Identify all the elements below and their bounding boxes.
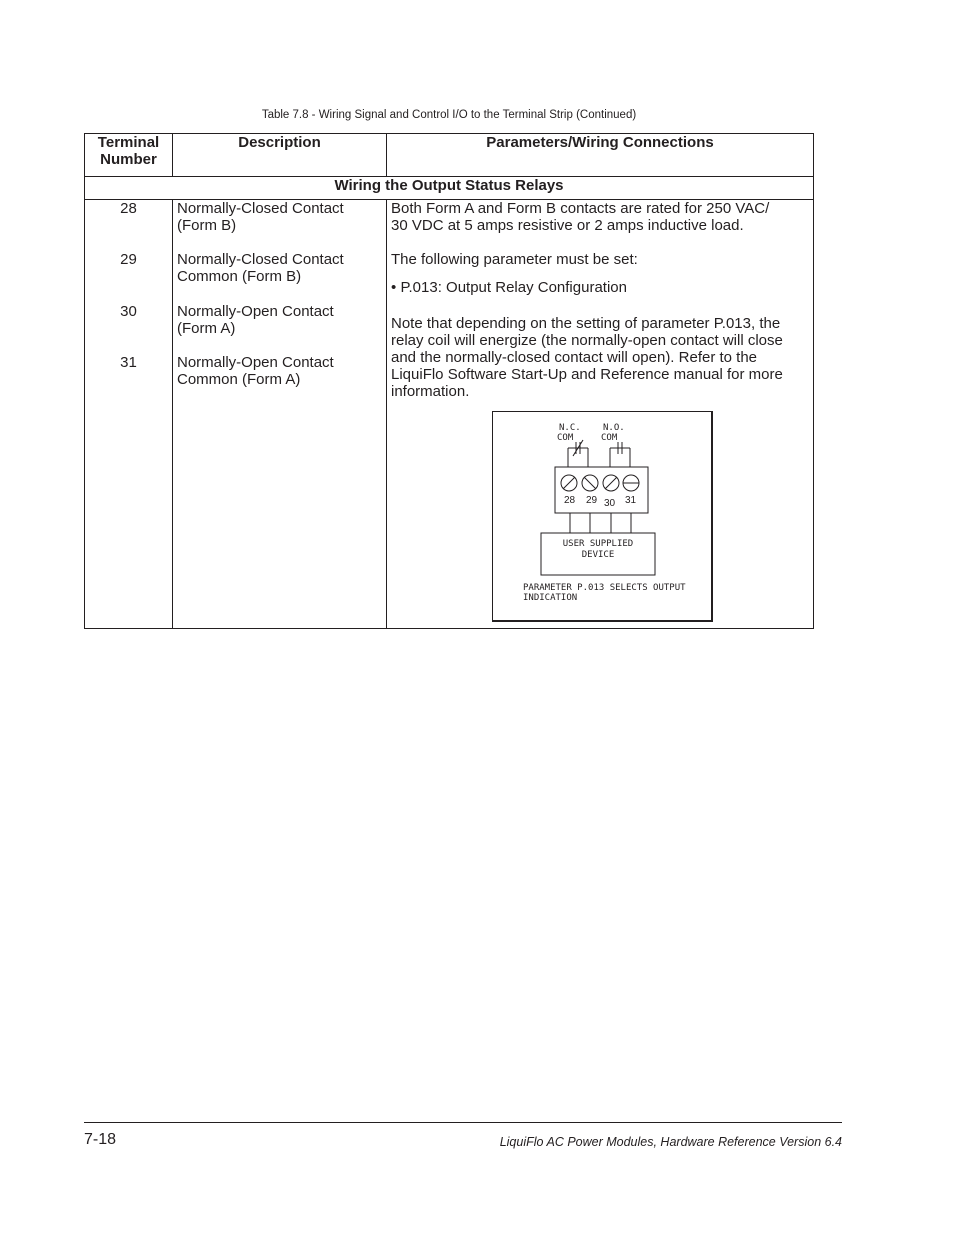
description-item [177,354,382,388]
header-terminal-line2: Number [100,151,157,168]
bullet-list-item [391,279,627,296]
device-label-line1: USER SUPPLIED [562,539,634,549]
terminal-label-29: 29 [586,495,598,506]
description-line: Common (Form A) [177,371,301,388]
terminal-screw-icon [561,475,639,491]
description-item [177,251,382,285]
wiring-lines [570,513,631,533]
terminal-number: 28 [120,200,137,217]
bullet-icon: • [391,279,397,296]
rating-paragraph [391,200,809,234]
running-footer-title: LiquiFlo AC Power Modules, Hardware Reference Version 6.4 [499,1135,842,1149]
nc-contact-icon [568,440,588,467]
header-description: Description [173,134,387,177]
header-parameters: Parameters/Wiring Connections [387,134,814,177]
description-item [177,303,382,337]
note-paragraph [391,315,809,400]
bullet-text: P.013: Output Relay Configuration [400,279,627,296]
note-line: information. [391,383,470,400]
parameters-cell [387,200,814,629]
footer-divider [84,1122,842,1123]
terminal-label-30: 30 [604,498,616,509]
no-contact-icon [610,442,630,467]
description-line: (Form B) [177,217,237,234]
terminal-label-28: 28 [564,495,576,506]
terminal-label-31: 31 [625,495,637,506]
diagram-note-line2: INDICATION [523,593,578,603]
description-line: Normally-Closed Contact [177,251,344,268]
note-line: and the normally-closed contact will open). Refer to the [391,349,758,366]
description-line: Normally-Open Contact [177,354,334,371]
must-set-text: The following parameter must be set: [391,251,638,268]
nc-label: N.C. [559,423,581,433]
table-header-row [85,134,814,177]
nc-com-label: COM [557,433,574,443]
note-line: LiquiFlo Software Start-Up and Reference manual for more [391,366,783,383]
table-caption: Table 7.8 - Wiring Signal and Control I/O to the Terminal Strip (Continued) [261,109,637,121]
rating-line: 30 VDC at 5 amps resistive or 2 amps inductive load. [391,217,744,234]
description-line: Normally-Open Contact [177,303,334,320]
no-label: N.O. [603,423,625,433]
descriptions-cell [173,200,387,629]
wiring-table [84,133,814,629]
relay-wiring-diagram [492,411,713,622]
section-title: Wiring the Output Status Relays [85,177,814,200]
description-line: (Form A) [177,320,236,337]
description-item [177,200,382,234]
device-label-line2: DEVICE [581,550,615,560]
note-line: Note that depending on the setting of parameter P.013, the [391,315,781,332]
terminal-number: 29 [120,251,137,268]
description-line: Normally-Closed Contact [177,200,344,217]
header-terminal-line1: Terminal [97,134,160,151]
terminal-number: 31 [120,354,137,371]
rating-line: Both Form A and Form B contacts are rated for 250 VAC/ [391,200,770,217]
relay-diagram-svg [493,412,711,620]
diagram-note-line1: PARAMETER P.013 SELECTS OUTPUT [523,583,686,593]
header-terminal-number [85,134,173,177]
section-row [85,177,814,200]
note-line: relay coil will energize (the normally-open contact will close [391,332,783,349]
terminal-number: 30 [120,303,137,320]
terminal-numbers-cell [85,200,173,629]
no-com-label: COM [601,433,618,443]
description-line: Common (Form B) [177,268,302,285]
page-number: 7-18 [84,1131,117,1148]
table-row [85,200,814,629]
